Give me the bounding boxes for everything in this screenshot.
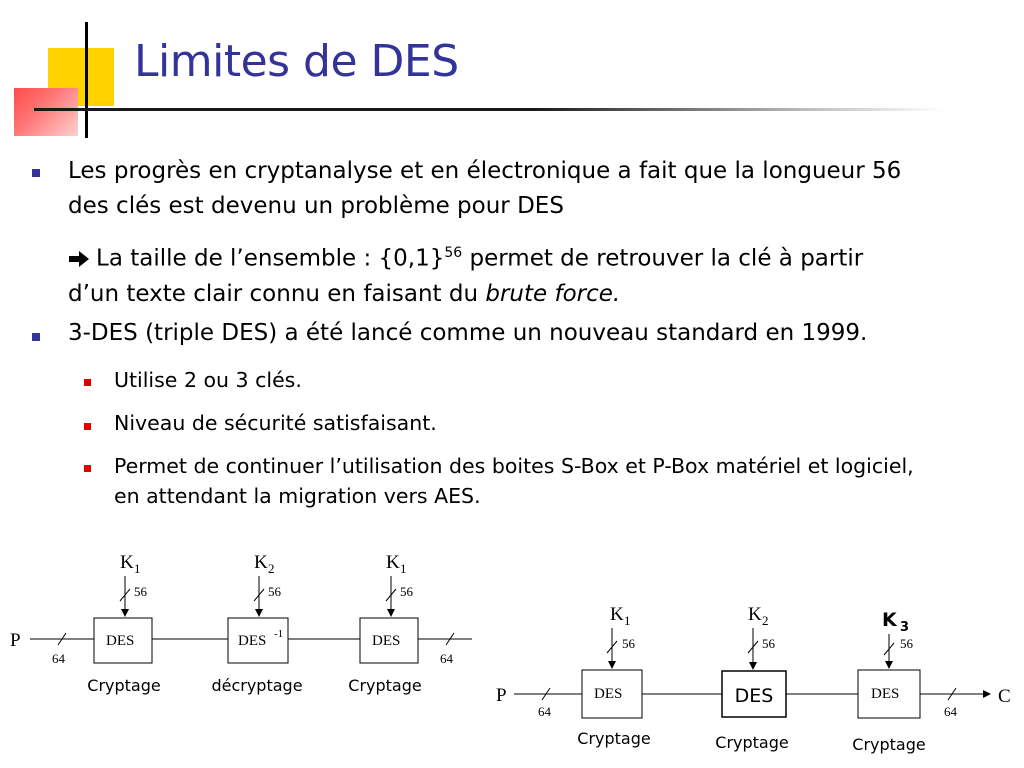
bullet-marker <box>32 333 40 341</box>
key-1-bits: 56 <box>134 584 147 599</box>
des-box-1-label: DES <box>594 686 623 702</box>
sub-bullet-marker <box>84 465 91 472</box>
key-1-sub: 1 <box>134 561 141 576</box>
key-1-name: K <box>120 552 134 573</box>
key-3-bits: 56 <box>900 636 913 651</box>
key-3-bits: 56 <box>400 584 413 599</box>
caption-1: Cryptage <box>87 676 161 695</box>
input-bits: 64 <box>538 704 551 719</box>
sub-bullet-marker <box>84 423 91 430</box>
key-2-name: K <box>748 604 762 625</box>
triple-des-three-keys-diagram <box>490 598 1024 766</box>
des-box-2-label: DES <box>238 633 267 649</box>
sub-bullet-3 <box>114 451 1014 511</box>
arrow-line-2 <box>68 277 998 312</box>
decor-vertical-line <box>85 22 88 138</box>
brute-force-italic: brute force. <box>485 280 621 307</box>
des-box-3-label: DES <box>372 633 401 649</box>
decor-red-square <box>14 88 78 136</box>
arrow-text: La taille de l’ensemble : {0,1} <box>96 245 445 272</box>
key-3-name: K <box>386 552 400 573</box>
input-label-p: P <box>496 685 507 706</box>
sub-bullet-marker <box>84 379 91 386</box>
des-inverse-sup: -1 <box>274 628 284 640</box>
output-bits: 64 <box>440 651 453 666</box>
key-1-bits: 56 <box>622 636 635 651</box>
bullet-2: 3-DES (triple DES) a été lancé comme un nouveau standard en 1999. <box>68 320 868 346</box>
des-box-1-label: DES <box>106 633 135 649</box>
key-3-name: K <box>882 609 897 631</box>
key-2-sub: 2 <box>268 561 275 576</box>
key-1-name: K <box>610 604 624 625</box>
caption-2: décryptage <box>211 676 303 695</box>
bullet-1 <box>68 154 998 224</box>
sub-bullet-3-line-2: en attendant la migration vers AES. <box>114 484 481 508</box>
caption-2: Cryptage <box>715 733 789 752</box>
output-label-c: C <box>998 686 1011 707</box>
arrow-exponent: 56 <box>444 245 463 261</box>
key-2-sub: 2 <box>762 613 769 628</box>
key-3-sub: 3 <box>900 620 910 635</box>
caption-3: Cryptage <box>348 676 422 695</box>
key-2-name: K <box>254 552 268 573</box>
des-box-3-label: DES <box>871 686 900 702</box>
slide-title: Limites de DES <box>134 36 459 87</box>
key-2-bits: 56 <box>762 636 775 651</box>
input-bits: 64 <box>52 651 65 666</box>
sub-bullet-1: Utilise 2 ou 3 clés. <box>114 368 302 392</box>
sub-bullet-3-line-1: Permet de continuer l’utilisation des boites S-Box et P-Box matériel et logiciel, <box>114 454 914 478</box>
des-box-2-label: DES <box>734 685 774 707</box>
arrow-paragraph <box>68 236 998 312</box>
triple-des-ede-diagram <box>0 540 480 705</box>
key-1-sub: 1 <box>624 613 631 628</box>
output-bits: 64 <box>944 704 957 719</box>
bullet-marker <box>32 169 40 177</box>
bullet-1-line-2: des clés est devenu un problème pour DES <box>68 193 564 219</box>
title-area <box>0 0 1024 145</box>
key-2-bits: 56 <box>268 584 281 599</box>
right-arrow-icon <box>68 242 96 277</box>
caption-1: Cryptage <box>577 729 651 748</box>
arrow-line-1 <box>68 236 998 277</box>
caption-3: Cryptage <box>852 735 926 754</box>
decor-horizontal-line <box>34 108 944 111</box>
input-label-p: P <box>10 630 21 651</box>
bullet-1-line-1: Les progrès en cryptanalyse et en électronique a fait que la longueur 56 <box>68 158 902 184</box>
sub-bullet-2: Niveau de sécurité satisfaisant. <box>114 411 437 435</box>
arrow-text-rest: permet de retrouver la clé à partir <box>462 245 864 272</box>
arrow-line-2-text: d’un texte clair connu en faisant du <box>68 280 486 307</box>
key-3-sub: 1 <box>400 561 407 576</box>
